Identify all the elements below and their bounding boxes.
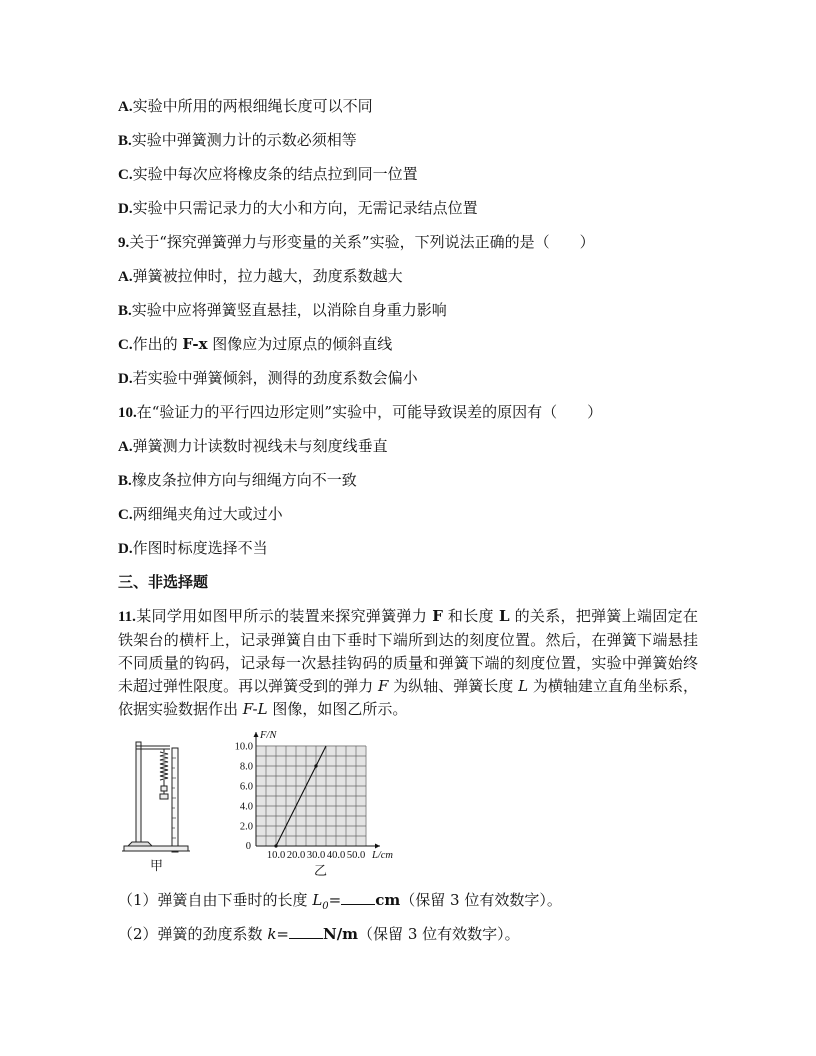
option-text: 实验中所用的两根细绳长度可以不同 xyxy=(132,97,373,115)
q9-option-b xyxy=(118,300,447,321)
q11-var-f: F xyxy=(432,607,443,625)
y-tick-label: 8.0 xyxy=(239,761,253,773)
sub1-text-post: （保留 3 位有效数字）。 xyxy=(400,891,562,909)
sub2-text-post: （保留 3 位有效数字）。 xyxy=(358,925,520,943)
option-text: 实验中只需记录力的大小和方向，无需记录结点位置 xyxy=(132,199,478,217)
q11-text-6: 图像，如图乙所示。 xyxy=(267,700,408,718)
option-label: D. xyxy=(118,541,133,557)
x-axis-label: L/cm xyxy=(372,850,393,861)
question-number: 9. xyxy=(118,235,130,251)
option-label: B. xyxy=(118,473,132,489)
option-label: C. xyxy=(118,167,133,183)
question-stem: 关于“探究弹簧弹力与形变量的关系”实验，下列说法正确的是（ ） xyxy=(129,233,595,251)
question-number: 11. xyxy=(118,609,136,625)
q8-option-a xyxy=(118,96,373,117)
q11-text-1: 某同学用如图甲所示的装置来探究弹簧弹力 xyxy=(135,607,433,625)
option-label: A. xyxy=(118,269,133,285)
question-stem: 在“验证力的平行四边形定则”实验中，可能导致误差的原因有（ ） xyxy=(136,403,603,421)
option-label: B. xyxy=(118,133,132,149)
option-text: 实验中应将弹簧竖直悬挂，以消除自身重力影响 xyxy=(131,301,447,319)
x-tick-label: 40.0 xyxy=(326,850,346,861)
x-tick-label: 50.0 xyxy=(346,850,366,861)
chart-major-grid xyxy=(256,746,366,846)
option-text: 作图时标度选择不当 xyxy=(132,539,268,557)
sub2-equals: = xyxy=(276,925,289,943)
q10-option-a xyxy=(118,436,388,457)
option-text-formula: F-x xyxy=(182,335,208,353)
option-text-post: 图像应为过原点的倾斜直线 xyxy=(207,335,393,353)
q11-var-l-italic: L xyxy=(518,677,529,695)
q10-option-b xyxy=(118,470,357,491)
sub1-var-subscript: 0 xyxy=(322,901,329,912)
sub1-text-pre: （1）弹簧自由下垂时的长度 xyxy=(118,891,313,909)
sub1-unit: cm xyxy=(375,891,401,909)
y-axis-arrow xyxy=(254,732,259,737)
q10-option-c xyxy=(118,504,283,525)
sub2-unit: N/m xyxy=(322,925,359,943)
x-axis-arrow xyxy=(375,844,380,849)
y-tick-label: 4.0 xyxy=(239,801,253,813)
option-label: D. xyxy=(118,371,133,387)
option-text: 弹簧被拉伸时，拉力越大，劲度系数越大 xyxy=(132,267,403,285)
chart-axes xyxy=(254,732,381,849)
option-text: 两细绳夹角过大或过小 xyxy=(132,505,283,523)
q9-option-a xyxy=(118,266,403,287)
option-label: C. xyxy=(118,507,133,523)
q10-option-d xyxy=(118,538,268,559)
hook-weight xyxy=(161,786,167,791)
q9-option-d xyxy=(118,368,418,389)
q8-option-c xyxy=(118,164,418,185)
q11-var-f-italic: F xyxy=(378,677,389,695)
q11-var-fl: F-L xyxy=(242,700,268,718)
y-tick-label: 2.0 xyxy=(239,821,253,833)
option-text-pre: 作出的 xyxy=(132,335,183,353)
option-text: 若实验中弹簧倾斜，测得的劲度系数会偏小 xyxy=(132,369,418,387)
option-label: C. xyxy=(118,337,133,353)
stand-base xyxy=(128,842,152,846)
q10-stem xyxy=(118,402,602,423)
option-text: 实验中弹簧测力计的示数必须相等 xyxy=(131,131,357,149)
figure-jia-label: 甲 xyxy=(150,858,164,873)
option-label: A. xyxy=(118,439,133,455)
figure-yi-label: 乙 xyxy=(314,863,328,878)
q11-text-5: 为横轴建立直角坐标系，依据实验数据作出 xyxy=(118,677,698,718)
option-text: 弹簧测力计读数时视线未与刻度线垂直 xyxy=(132,437,388,455)
option-label: A. xyxy=(118,99,133,115)
y-tick-label: 6.0 xyxy=(239,781,253,793)
q11-sub2 xyxy=(118,924,520,944)
q9-stem xyxy=(118,232,595,253)
x-tick-label: 10.0 xyxy=(266,850,286,861)
figure-yi-chart xyxy=(226,728,412,876)
option-text: 实验中每次应将橡皮条的结点拉到同一位置 xyxy=(132,165,418,183)
option-label: D. xyxy=(118,201,133,217)
hook-weight xyxy=(160,794,168,799)
y-axis-label: F/N xyxy=(260,730,277,741)
y-tick-label: 10.0 xyxy=(234,741,253,753)
option-text: 橡皮条拉伸方向与细绳方向不一致 xyxy=(131,471,357,489)
series-point xyxy=(274,844,277,847)
q11-sub1 xyxy=(118,890,562,917)
q11-text-4: 为纵轴、弹簧长度 xyxy=(388,677,519,695)
section-heading: 三、非选择题 xyxy=(118,573,209,591)
q11-var-l: L xyxy=(498,607,510,625)
series-point xyxy=(314,764,317,767)
answer-blank-k[interactable] xyxy=(289,924,323,939)
origin-label: 0 xyxy=(245,841,251,852)
spring xyxy=(160,749,168,786)
stand-pole xyxy=(136,742,141,842)
sub2-var: k xyxy=(267,925,277,943)
sub1-var: L xyxy=(312,891,323,909)
q11-text-2: 和长度 xyxy=(442,607,499,625)
answer-blank-l0[interactable] xyxy=(341,890,375,905)
q8-option-b xyxy=(118,130,357,151)
x-tick-label: 30.0 xyxy=(306,850,326,861)
x-tick-label: 20.0 xyxy=(286,850,306,861)
q8-option-d xyxy=(118,198,478,219)
sub2-text-pre: （2）弹簧的劲度系数 xyxy=(118,925,268,943)
figure-jia-apparatus xyxy=(122,738,190,876)
option-label: B. xyxy=(118,303,132,319)
q11-text-3: 的关系，把弹簧上端固定在铁架台的横杆上，记录弹簧自由下垂时下端所到达的刻度位置。然后，在弹簧下端悬挂不同质量的钩码，记录每一次悬挂钩码的质量和弹簧下端的刻度位置，实验中弹簧始终未超过弹性限度。再以弹簧受到的弹力 xyxy=(118,607,698,695)
q11-paragraph xyxy=(118,605,698,721)
q9-option-c xyxy=(118,334,392,355)
question-number: 10. xyxy=(118,405,137,421)
sub1-equals: = xyxy=(328,891,342,909)
ruler xyxy=(172,748,178,852)
